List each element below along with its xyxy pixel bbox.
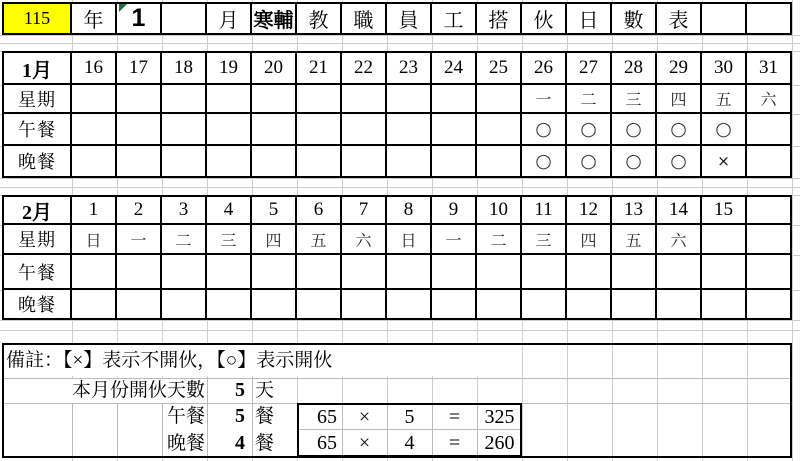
- title-cell[interactable]: 伙: [522, 2, 567, 35]
- dinner-mark-cell[interactable]: [387, 146, 432, 178]
- title-cell[interactable]: 月: [207, 2, 252, 35]
- lunch-mark-cell[interactable]: [387, 255, 432, 290]
- calc-total[interactable]: 260: [484, 432, 515, 454]
- lunch-mark-cell[interactable]: [477, 255, 522, 290]
- dinner-mark-cell[interactable]: [567, 290, 612, 320]
- date-cell[interactable]: 22: [342, 51, 387, 85]
- weekday-cell[interactable]: [477, 85, 522, 114]
- title-cell[interactable]: [702, 2, 747, 35]
- weekday-cell[interactable]: [702, 225, 747, 255]
- weekday-cell[interactable]: 二: [477, 225, 522, 255]
- weekday-cell[interactable]: 三: [612, 85, 657, 114]
- lunch-mark-cell[interactable]: [297, 114, 342, 146]
- dinner-count-label[interactable]: 晚餐: [166, 433, 205, 454]
- dinner-mark-cell[interactable]: [477, 290, 522, 320]
- weekday-cell[interactable]: 三: [207, 225, 252, 255]
- date-cell[interactable]: 13: [612, 195, 657, 225]
- dinner-mark-cell[interactable]: [207, 146, 252, 178]
- dinner-mark-cell[interactable]: [657, 290, 702, 320]
- date-cell[interactable]: 21: [297, 51, 342, 85]
- date-cell[interactable]: 2: [117, 195, 162, 225]
- lunch-mark-cell[interactable]: [342, 255, 387, 290]
- title-cell[interactable]: 日: [567, 2, 612, 35]
- month-label-cell[interactable]: 2月: [2, 195, 72, 225]
- lunch-mark-cell[interactable]: [657, 255, 702, 290]
- calc-price[interactable]: 65: [317, 406, 337, 428]
- dinner-mark-cell[interactable]: ○: [567, 146, 612, 178]
- weekday-cell[interactable]: 二: [162, 225, 207, 255]
- dinner-mark-cell[interactable]: ○: [522, 146, 567, 178]
- date-cell[interactable]: 16: [72, 51, 117, 85]
- lunch-mark-cell[interactable]: ○: [612, 114, 657, 146]
- weekday-cell[interactable]: 五: [702, 85, 747, 114]
- date-cell[interactable]: 25: [477, 51, 522, 85]
- calc-total[interactable]: 325: [484, 406, 515, 428]
- weekday-cell[interactable]: 五: [612, 225, 657, 255]
- title-cell[interactable]: [747, 2, 792, 35]
- date-cell[interactable]: 6: [297, 195, 342, 225]
- sheet-gridline: [0, 178, 800, 179]
- lunch-mark-cell[interactable]: [117, 114, 162, 146]
- lunch-mark-cell[interactable]: ○: [657, 114, 702, 146]
- title-cell[interactable]: 員: [387, 2, 432, 35]
- dinner-mark-cell[interactable]: [612, 290, 657, 320]
- lunch-mark-cell[interactable]: [72, 255, 117, 290]
- lunch-mark-cell[interactable]: [162, 255, 207, 290]
- dinner-mark-cell[interactable]: [522, 290, 567, 320]
- weekday-cell[interactable]: [117, 85, 162, 114]
- weekday-cell[interactable]: [252, 85, 297, 114]
- lunch-mark-cell[interactable]: [432, 255, 477, 290]
- date-cell[interactable]: 23: [387, 51, 432, 85]
- date-cell[interactable]: 14: [657, 195, 702, 225]
- dinner-mark-cell[interactable]: [117, 146, 162, 178]
- sheet-gridline: [0, 35, 800, 36]
- dinner-mark-cell[interactable]: [252, 290, 297, 320]
- dinner-mark-cell[interactable]: [387, 290, 432, 320]
- sheet-gridline: [0, 43, 800, 44]
- weekday-cell[interactable]: 日: [387, 225, 432, 255]
- dinner-mark-cell[interactable]: [432, 290, 477, 320]
- weekday-cell[interactable]: [432, 85, 477, 114]
- lunch-mark-cell[interactable]: [567, 255, 612, 290]
- lunch-mark-cell[interactable]: [477, 114, 522, 146]
- calc-count[interactable]: 5: [404, 406, 415, 428]
- calc-count[interactable]: 4: [404, 432, 415, 454]
- lunch-mark-cell[interactable]: ○: [522, 114, 567, 146]
- dinner-row-label[interactable]: 晚餐: [2, 146, 72, 178]
- lunch-mark-cell[interactable]: [747, 114, 792, 146]
- lunch-row-label[interactable]: 午餐: [2, 255, 72, 290]
- weekday-row-label[interactable]: 星期: [2, 225, 72, 255]
- date-cell[interactable]: 4: [207, 195, 252, 225]
- weekday-cell[interactable]: 五: [297, 225, 342, 255]
- weekday-cell[interactable]: 三: [522, 225, 567, 255]
- date-cell[interactable]: 12: [567, 195, 612, 225]
- weekday-cell[interactable]: [72, 85, 117, 114]
- lunch-mark-cell[interactable]: [522, 255, 567, 290]
- calc-equals-sign[interactable]: =: [448, 406, 461, 428]
- dinner-mark-cell[interactable]: [342, 290, 387, 320]
- weekday-cell[interactable]: 六: [657, 225, 702, 255]
- lunch-count-label[interactable]: 午餐: [166, 406, 205, 427]
- sheet-gridline: [792, 0, 793, 461]
- calc-price[interactable]: 65: [317, 432, 337, 454]
- weekday-cell[interactable]: 四: [657, 85, 702, 114]
- date-cell[interactable]: 9: [432, 195, 477, 225]
- dinner-mark-cell[interactable]: [72, 290, 117, 320]
- title-cell[interactable]: 工: [432, 2, 477, 35]
- weekday-cell[interactable]: 一: [117, 225, 162, 255]
- lunch-mark-cell[interactable]: [702, 255, 747, 290]
- lunch-mark-cell[interactable]: [252, 114, 297, 146]
- lunch-count-value[interactable]: 5: [235, 405, 245, 427]
- date-cell[interactable]: 26: [522, 51, 567, 85]
- title-cell[interactable]: 115: [2, 2, 72, 35]
- calc-times-sign[interactable]: ×: [358, 406, 371, 428]
- dinner-mark-cell[interactable]: [342, 146, 387, 178]
- dinner-mark-cell[interactable]: ○: [612, 146, 657, 178]
- date-cell[interactable]: 8: [387, 195, 432, 225]
- date-cell[interactable]: 20: [252, 51, 297, 85]
- dinner-mark-cell[interactable]: [702, 290, 747, 320]
- weekday-cell[interactable]: 四: [567, 225, 612, 255]
- dinner-mark-cell[interactable]: ○: [657, 146, 702, 178]
- title-cell[interactable]: 年: [72, 2, 117, 35]
- weekday-cell[interactable]: 一: [432, 225, 477, 255]
- remark-text[interactable]: 備註：【×】表示不開伙，【○】表示開伙: [6, 350, 333, 371]
- weekday-cell[interactable]: [387, 85, 432, 114]
- date-cell[interactable]: 3: [162, 195, 207, 225]
- date-cell[interactable]: 10: [477, 195, 522, 225]
- date-cell[interactable]: 31: [747, 51, 792, 85]
- title-cell[interactable]: 職: [342, 2, 387, 35]
- sheet-gridline: [0, 330, 800, 331]
- dinner-mark-cell[interactable]: [477, 146, 522, 178]
- date-cell[interactable]: 15: [702, 195, 747, 225]
- dinner-count-value[interactable]: 4: [235, 432, 245, 454]
- lunch-mark-cell[interactable]: [297, 255, 342, 290]
- date-cell[interactable]: 19: [207, 51, 252, 85]
- date-cell[interactable]: [747, 195, 792, 225]
- date-cell[interactable]: 27: [567, 51, 612, 85]
- dinner-mark-cell[interactable]: [117, 290, 162, 320]
- title-cell[interactable]: 教: [297, 2, 342, 35]
- weekday-cell[interactable]: [747, 225, 792, 255]
- title-cell[interactable]: 表: [657, 2, 702, 35]
- date-cell[interactable]: 17: [117, 51, 162, 85]
- lunch-mark-cell[interactable]: [612, 255, 657, 290]
- error-indicator-icon: [119, 4, 127, 12]
- weekday-cell[interactable]: 一: [522, 85, 567, 114]
- weekday-cell[interactable]: [342, 85, 387, 114]
- dinner-mark-cell[interactable]: [252, 146, 297, 178]
- dinner-mark-cell[interactable]: [72, 146, 117, 178]
- dinner-mark-cell[interactable]: [162, 146, 207, 178]
- dinner-count-unit[interactable]: 餐: [255, 433, 275, 454]
- weekday-cell[interactable]: 日: [72, 225, 117, 255]
- date-cell[interactable]: 18: [162, 51, 207, 85]
- lunch-mark-cell[interactable]: [72, 114, 117, 146]
- calc-equals-sign[interactable]: =: [448, 432, 461, 454]
- sheet-gridline: [0, 187, 800, 188]
- weekday-row-label[interactable]: 星期: [2, 85, 72, 114]
- title-cell[interactable]: 搭: [477, 2, 522, 35]
- sheet-gridline: [0, 320, 800, 321]
- dinner-mark-cell[interactable]: [747, 290, 792, 320]
- date-cell[interactable]: 29: [657, 51, 702, 85]
- date-cell[interactable]: 7: [342, 195, 387, 225]
- calc-times-sign[interactable]: ×: [358, 432, 371, 454]
- dinner-mark-cell[interactable]: [207, 290, 252, 320]
- title-cell[interactable]: 1: [117, 2, 162, 35]
- month-days-unit[interactable]: 天: [255, 380, 275, 401]
- title-cell[interactable]: 寒輔: [252, 2, 297, 35]
- date-cell[interactable]: 1: [72, 195, 117, 225]
- dinner-mark-cell[interactable]: [747, 146, 792, 178]
- dinner-mark-cell[interactable]: [297, 290, 342, 320]
- month-label-cell[interactable]: 1月: [2, 51, 72, 85]
- month-days-value[interactable]: 5: [235, 379, 245, 401]
- dinner-mark-cell[interactable]: [162, 290, 207, 320]
- lunch-mark-cell[interactable]: ○: [702, 114, 747, 146]
- weekday-cell[interactable]: 二: [567, 85, 612, 114]
- lunch-mark-cell[interactable]: [387, 114, 432, 146]
- dinner-row-label[interactable]: 晚餐: [2, 290, 72, 320]
- weekday-cell[interactable]: 四: [252, 225, 297, 255]
- title-cell[interactable]: 數: [612, 2, 657, 35]
- lunch-mark-cell[interactable]: [162, 114, 207, 146]
- month-days-label[interactable]: 本月份開伙天數: [71, 380, 205, 401]
- lunch-mark-cell[interactable]: ○: [567, 114, 612, 146]
- dinner-mark-cell[interactable]: [432, 146, 477, 178]
- weekday-cell[interactable]: [297, 85, 342, 114]
- lunch-mark-cell[interactable]: [252, 255, 297, 290]
- weekday-cell[interactable]: [162, 85, 207, 114]
- date-cell[interactable]: 11: [522, 195, 567, 225]
- lunch-mark-cell[interactable]: [342, 114, 387, 146]
- dinner-mark-cell[interactable]: ×: [702, 146, 747, 178]
- lunch-row-label[interactable]: 午餐: [2, 114, 72, 146]
- lunch-mark-cell[interactable]: [432, 114, 477, 146]
- weekday-cell[interactable]: [207, 85, 252, 114]
- date-cell[interactable]: 24: [432, 51, 477, 85]
- weekday-cell[interactable]: 六: [747, 85, 792, 114]
- date-cell[interactable]: 30: [702, 51, 747, 85]
- lunch-count-unit[interactable]: 餐: [255, 406, 275, 427]
- weekday-cell[interactable]: 六: [342, 225, 387, 255]
- date-cell[interactable]: 28: [612, 51, 657, 85]
- dinner-mark-cell[interactable]: [297, 146, 342, 178]
- title-cell[interactable]: [162, 2, 207, 35]
- lunch-mark-cell[interactable]: [207, 114, 252, 146]
- lunch-mark-cell[interactable]: [117, 255, 162, 290]
- date-cell[interactable]: 5: [252, 195, 297, 225]
- lunch-mark-cell[interactable]: [207, 255, 252, 290]
- lunch-mark-cell[interactable]: [747, 255, 792, 290]
